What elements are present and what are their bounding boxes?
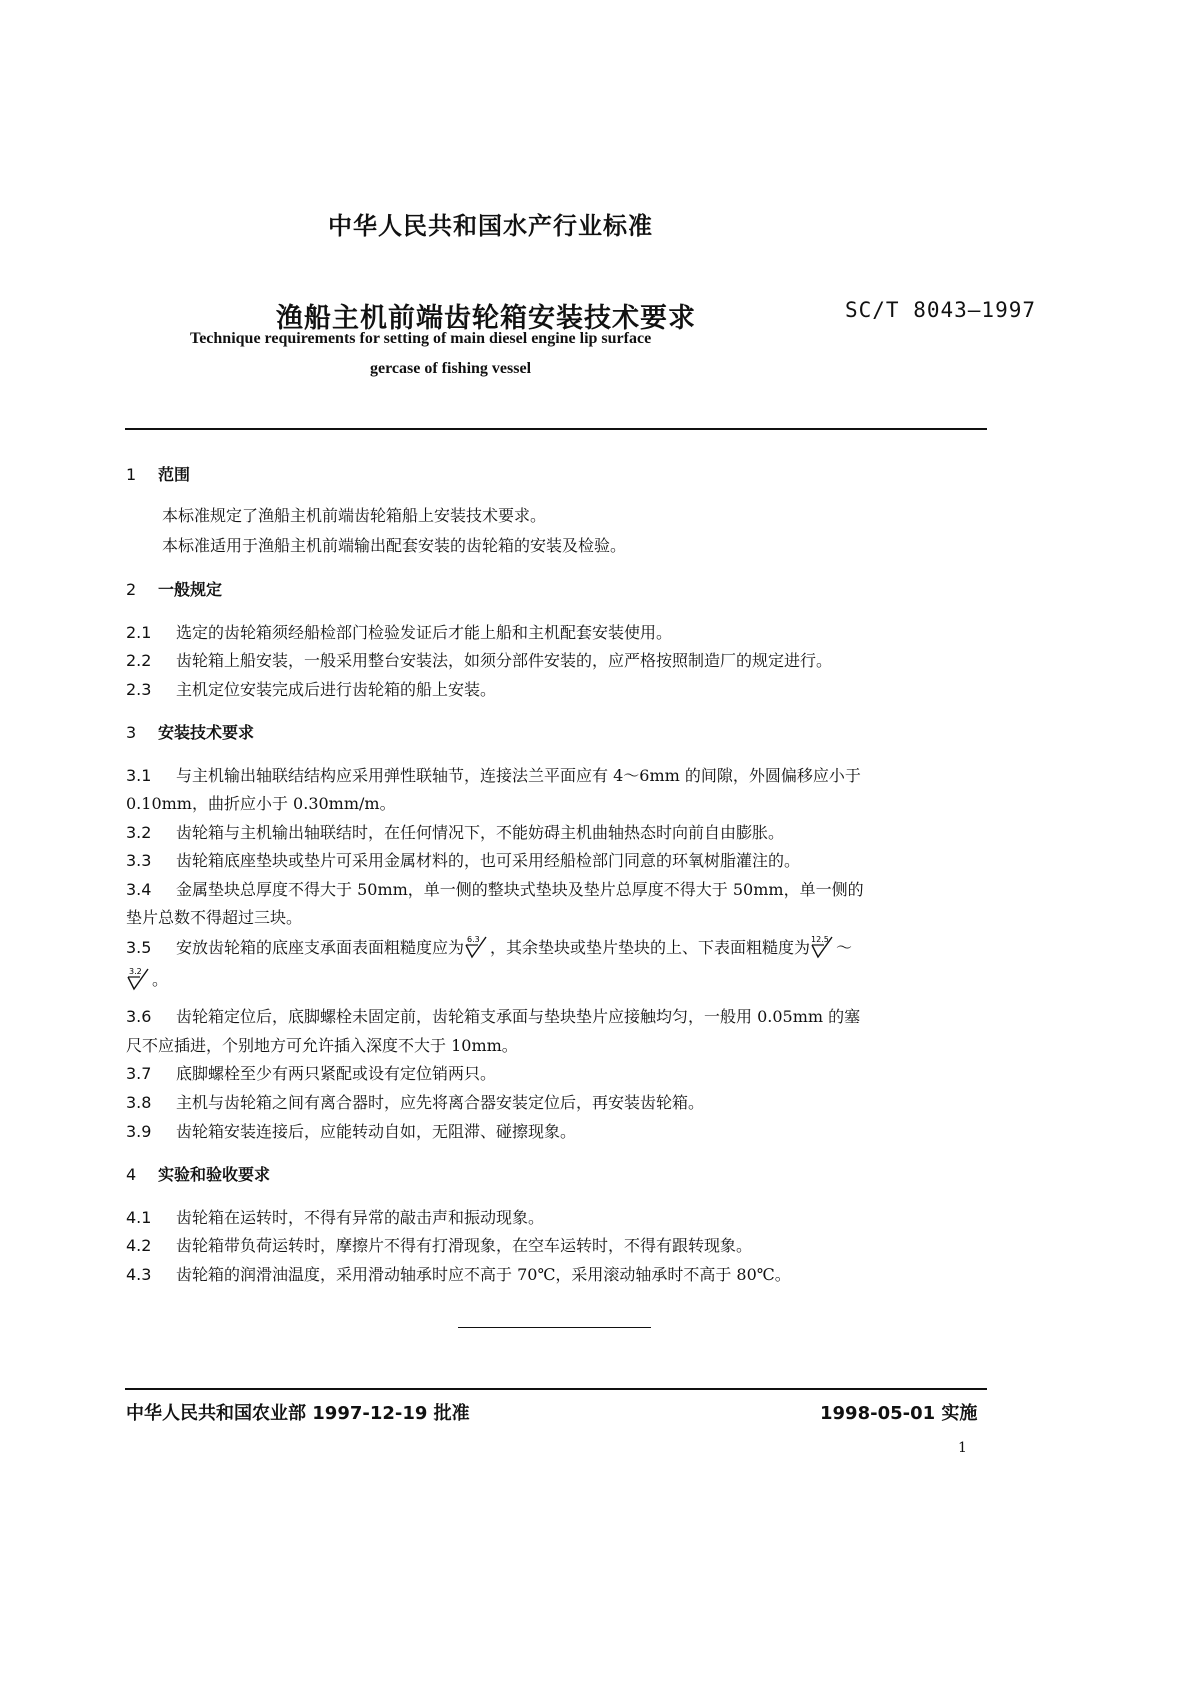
clause-3-6-continued: 尺不应插进，个别地方可允许插入深度不大于 10mm。 [126, 1036, 518, 1055]
section-1-paragraph-2: 本标准适用于渔船主机前端输出配套安装的齿轮箱的安装及检验。 [162, 536, 627, 555]
english-title-line2: gercase of fishing vessel [370, 360, 532, 377]
clause-2-1: 2.1 选定的齿轮箱须经船检部门检验发证后才能上船和主机配套安装使用。 [126, 623, 673, 642]
clause-4-2: 4.2 齿轮箱带负荷运转时，摩擦片不得有打滑现象，在空车运转时，不得有跟转现象。 [126, 1236, 753, 1255]
document-title: 渔船主机前端齿轮箱安装技术要求 [276, 303, 696, 334]
clause-2-2: 2.2 齿轮箱上船安装，一般采用整台安装法，如须分部件安装的，应严格按照制造厂的规定进行。 [126, 651, 833, 670]
clause-3-9: 3.9 齿轮箱安装连接后，应能转动自如，无阻滞、碰擦现象。 [126, 1122, 577, 1141]
clause-4-1: 4.1 齿轮箱在运转时，不得有异常的敲击声和振动现象。 [126, 1208, 545, 1227]
svg-text:12.5: 12.5 [811, 935, 829, 944]
roughness-3-2-icon [126, 967, 152, 991]
approval-info: 中华人民共和国农业部 1997-12-19 批准 [126, 1403, 470, 1424]
clause-3-4: 3.4 金属垫块总厚度不得大于 50mm，单一侧的整块式垫块及垫片总厚度不得大于 50mm，单一侧的 [126, 880, 864, 899]
clause-3-2: 3.2 齿轮箱与主机输出轴联结时，在任何情况下，不能妨碍主机曲轴热态时向前自由膨胀。 [126, 823, 785, 842]
clause-3-5-continued: 3.2 。 [126, 964, 168, 996]
standard-code: SC/T 8043—1997 [845, 298, 1037, 322]
clause-3-1: 3.1 与主机输出轴联结结构应采用弹性联轴节，连接法兰平面应有 4～6mm 的间隙，外圆偏移应小于 [126, 766, 861, 785]
clause-3-3: 3.3 齿轮箱底座垫块或垫片可采用金属材料的，也可采用经船检部门同意的环氧树脂灌注的。 [126, 851, 801, 870]
clause-3-5: 3.5 安放齿轮箱的底座支承面表面粗糙度应为 6.3 ，其余垫块或垫片垫块的上、下表面粗糙度为 12.5 ～ [126, 935, 853, 957]
clause-3-8: 3.8 主机与齿轮箱之间有离合器时，应先将离合器安装定位后，再安装齿轮箱。 [126, 1093, 705, 1112]
section-4-heading: 4 实验和验收要求 [126, 1165, 271, 1184]
top-divider [125, 428, 987, 430]
section-2-heading: 2 一般规定 [126, 580, 223, 599]
clause-3-7: 3.7 底脚螺栓至少有两只紧配或设有定位销两只。 [126, 1064, 497, 1083]
clause-4-3: 4.3 齿轮箱的润滑油温度，采用滑动轴承时应不高于 70℃，采用滚动轴承时不高于 80℃。 [126, 1265, 791, 1284]
end-mark-line [458, 1327, 651, 1328]
clause-3-4-continued: 垫片总数不得超过三块。 [126, 908, 303, 927]
english-title-line1: Technique requirements for setting of main diesel engine lip surface [190, 330, 652, 347]
section-1-paragraph-1: 本标准规定了渔船主机前端齿轮箱船上安装技术要求。 [162, 506, 547, 525]
clause-3-1-continued: 0.10mm，曲折应小于 0.30mm/m。 [126, 794, 396, 813]
clause-3-6: 3.6 齿轮箱定位后，底脚螺栓未固定前，齿轮箱支承面与垫块垫片应接触均匀，一般用 0.05mm 的塞 [126, 1007, 861, 1026]
svg-text:3.2: 3.2 [129, 967, 142, 976]
section-3-heading: 3 安装技术要求 [126, 723, 255, 742]
effective-date: 1998-05-01 实施 [820, 1403, 978, 1424]
roughness-6-3-icon [464, 935, 490, 959]
clause-2-3: 2.3 主机定位安装完成后进行齿轮箱的船上安装。 [126, 680, 497, 699]
roughness-12-5-icon [810, 935, 836, 959]
svg-text:6.3: 6.3 [467, 935, 480, 944]
page-number: 1 [958, 1440, 967, 1456]
section-1-heading: 1 范围 [126, 465, 191, 484]
footer-divider [125, 1388, 987, 1390]
standard-category-header: 中华人民共和国水产行业标准 [328, 212, 653, 240]
